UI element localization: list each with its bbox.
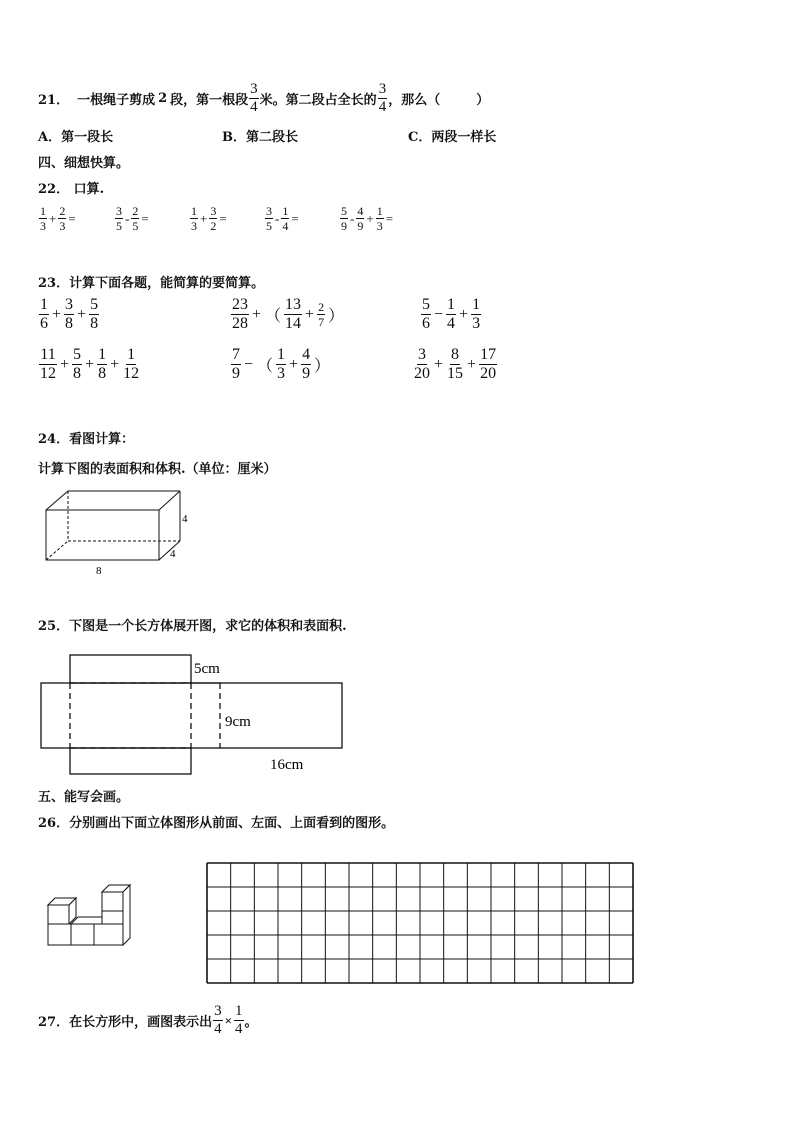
- section-4-heading: 四、细想快算。: [38, 156, 130, 171]
- q22-item-4: [264, 205, 300, 232]
- option-key: A．: [38, 130, 62, 145]
- operator: -: [350, 210, 355, 226]
- left-paren: （: [265, 308, 282, 325]
- q23-expression-1: [38, 297, 100, 332]
- operator: -: [125, 210, 130, 226]
- q21-text-c: 米。第二段占全长的: [259, 93, 377, 108]
- fraction: $\frac{3}{20}$: [414, 346, 430, 382]
- q21-line: [38, 82, 489, 115]
- q21-text-e: ）: [476, 93, 490, 108]
- fraction: $\frac{1}{3}$: [191, 204, 197, 233]
- operator: −: [244, 355, 254, 373]
- cuboid-diagram: [40, 485, 200, 580]
- fraction: $\frac{8}{15}$: [447, 346, 464, 382]
- cube-stack-diagram: [44, 883, 136, 953]
- equals-sign: =: [141, 210, 149, 226]
- operator: +: [252, 305, 262, 323]
- q21-number: 21．: [38, 93, 70, 108]
- q21-text-d: ，那么（: [388, 93, 441, 108]
- q22-item-3: [189, 205, 228, 232]
- q26-title: 26．分别画出下面立体图形从前面、左面、上面看到的图形。: [38, 816, 395, 831]
- net-label-16cm: 16cm: [270, 757, 304, 773]
- answer-grid[interactable]: [206, 862, 634, 984]
- q23-expression-3: [420, 297, 482, 332]
- fraction: $\frac{17}{20}$: [480, 346, 497, 382]
- operator: +: [459, 305, 469, 323]
- fraction: $\frac{2}{7}$: [318, 300, 325, 329]
- q23-expression-6: [412, 347, 498, 382]
- fraction: $\frac{3}{5}$: [266, 204, 272, 233]
- equals-sign: =: [68, 210, 76, 226]
- option-key: C．: [408, 130, 432, 145]
- fraction: $\frac{5}{6}$: [422, 296, 430, 332]
- q25-title: 25．下图是一个长方体展开图，求它的体积和表面积.: [38, 619, 347, 634]
- cuboid-length-label: 8: [96, 565, 102, 577]
- fraction: $\frac{7}{9}$: [232, 346, 240, 382]
- net-label-5cm: 5cm: [194, 661, 220, 677]
- fraction: $\frac{1}{8}$: [98, 346, 107, 382]
- q27-fraction-2: $\frac{1}{4}$: [235, 1003, 243, 1037]
- fraction: $\frac{5}{8}$: [73, 346, 82, 382]
- operator: +: [110, 355, 120, 373]
- q21-option-b[interactable]: [222, 126, 298, 145]
- q23-expression-2: [230, 297, 346, 332]
- fraction: $\frac{1}{12}$: [123, 346, 140, 382]
- fraction: $\frac{13}{14}$: [285, 296, 302, 332]
- q22-item-2: [114, 205, 150, 232]
- q21-option-c[interactable]: [408, 126, 496, 145]
- q21-segments: 2: [158, 91, 168, 106]
- operator: +: [49, 210, 57, 226]
- q21-text-a: 一根绳子剪成: [77, 93, 156, 108]
- operator: +: [289, 355, 299, 373]
- q27-line: [38, 1004, 258, 1037]
- fraction: $\frac{1}{3}$: [376, 204, 383, 233]
- q22-title: 22． 口算.: [38, 182, 105, 197]
- equals-sign: =: [291, 210, 299, 226]
- operator: +: [467, 355, 477, 373]
- q27-operator: ×: [224, 1012, 233, 1028]
- q23-expression-4: [38, 347, 141, 382]
- left-paren: （: [257, 358, 274, 375]
- q21-fraction-2: $\frac{3}{4}$: [378, 81, 387, 115]
- fraction: $\frac{3}{2}$: [210, 204, 217, 233]
- q24-subtitle: 计算下图的表面积和体积.（单位：厘米）: [38, 462, 277, 477]
- operator: +: [77, 305, 87, 323]
- net-label-9cm: 9cm: [225, 714, 251, 730]
- operator: +: [52, 305, 62, 323]
- equals-sign: =: [219, 210, 227, 226]
- q21-option-a[interactable]: [38, 126, 113, 145]
- cuboid-net-diagram: [38, 652, 348, 778]
- cuboid-height-label: 4: [182, 513, 188, 525]
- q24-title: 24．看图计算：: [38, 432, 135, 447]
- q21-text-b: 段，第一根段: [170, 93, 249, 108]
- right-paren: ）: [328, 308, 345, 325]
- q27-text-a: 27．在长方形中，画图表示出: [38, 1015, 213, 1030]
- option-text: 两段一样长: [431, 130, 497, 145]
- fraction: $\frac{5}{8}$: [90, 296, 99, 332]
- operator: +: [305, 305, 315, 323]
- fraction: $\frac{11}{12}$: [40, 346, 56, 382]
- operator: +: [434, 355, 444, 373]
- equals-sign: =: [385, 210, 394, 226]
- operator: -: [275, 210, 280, 226]
- fraction: $\frac{3}{8}$: [65, 296, 74, 332]
- q27-fraction-1: $\frac{3}{4}$: [214, 1003, 222, 1037]
- option-text: 第二段长: [246, 130, 299, 145]
- operator: +: [85, 355, 95, 373]
- operator: +: [366, 210, 374, 226]
- fraction: $\frac{4}{9}$: [357, 204, 364, 233]
- option-key: B．: [222, 130, 246, 145]
- fraction: $\frac{1}{3}$: [277, 346, 286, 382]
- fraction: $\frac{1}{4}$: [282, 204, 289, 233]
- fraction: $\frac{1}{3}$: [40, 204, 46, 233]
- fraction: $\frac{1}{3}$: [472, 296, 481, 332]
- fraction: $\frac{2}{3}$: [59, 204, 66, 233]
- q22-item-5: [339, 205, 394, 232]
- operator: +: [60, 355, 70, 373]
- cuboid-width-label: 4: [170, 548, 176, 560]
- section-5-heading: 五、能写会画。: [38, 790, 130, 805]
- fraction: $\frac{1}{6}$: [40, 296, 48, 332]
- fraction: $\frac{3}{5}$: [116, 204, 122, 233]
- fraction: $\frac{2}{5}$: [132, 204, 139, 233]
- fraction: $\frac{5}{9}$: [341, 204, 347, 233]
- q22-item-1: [38, 205, 77, 232]
- right-paren: ）: [314, 358, 331, 375]
- fraction: $\frac{1}{4}$: [447, 296, 456, 332]
- q21-fraction-1: $\frac{3}{4}$: [250, 81, 258, 115]
- q27-text-b: 。: [244, 1015, 258, 1030]
- fraction: $\frac{23}{28}$: [232, 296, 248, 332]
- operator: −: [434, 305, 444, 323]
- q23-title: 23．计算下面各题，能简算的要简算。: [38, 276, 265, 291]
- option-text: 第一段长: [61, 130, 114, 145]
- q23-expression-5: [230, 347, 332, 382]
- operator: +: [200, 210, 208, 226]
- fraction: $\frac{4}{9}$: [302, 346, 311, 382]
